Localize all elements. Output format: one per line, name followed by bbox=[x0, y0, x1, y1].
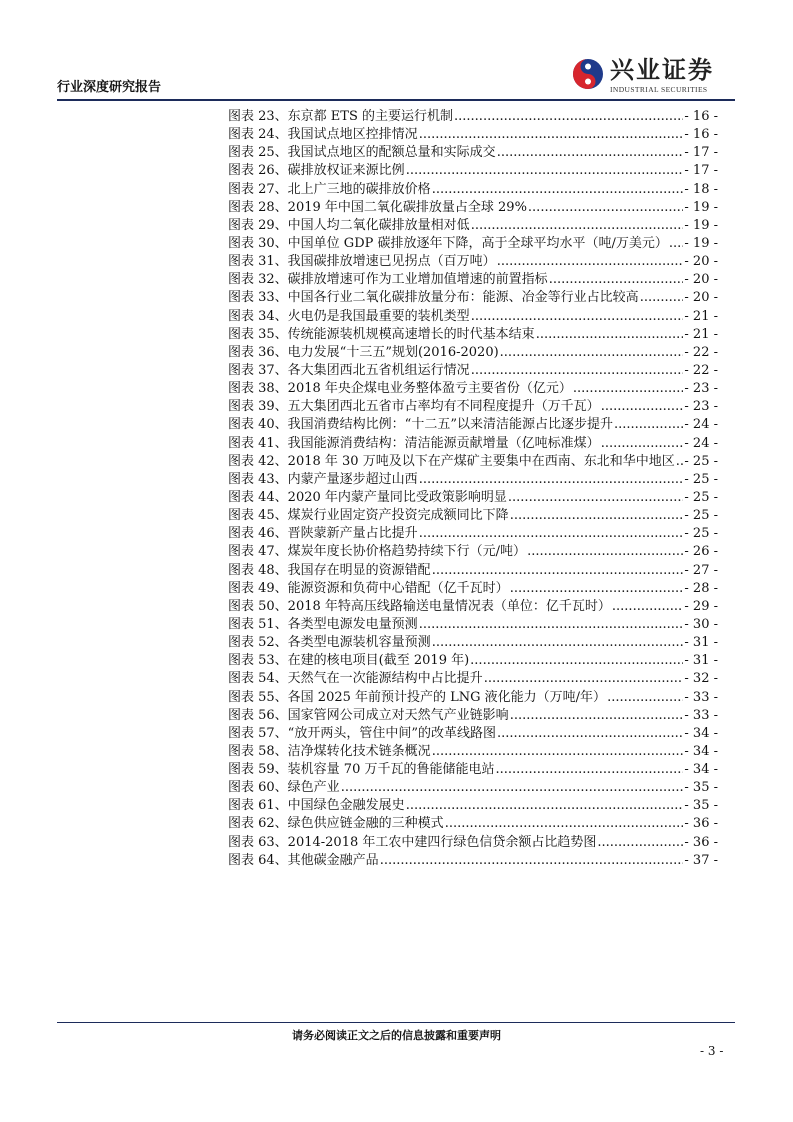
toc-entry[interactable] bbox=[228, 217, 718, 235]
toc-entry-label: 图表 34、火电仍是我国最重要的装机类型 bbox=[228, 308, 470, 324]
dot-leader bbox=[406, 797, 684, 815]
toc-entry[interactable] bbox=[228, 743, 718, 761]
toc-entry[interactable] bbox=[228, 725, 718, 743]
toc-entry-label: 图表 42、2018 年 30 万吨及以下在产煤矿主要集中在西南、东北和华中地区 bbox=[228, 453, 675, 469]
toc-entry[interactable] bbox=[228, 689, 718, 707]
toc-entry-label: 图表 45、煤炭行业固定资产投资完成额同比下降 bbox=[228, 508, 509, 524]
toc-entry[interactable] bbox=[228, 634, 718, 652]
toc-entry[interactable] bbox=[228, 598, 718, 616]
dot-leader bbox=[471, 308, 684, 326]
toc-entry-label: 图表 51、各类型电源发电量预测 bbox=[228, 616, 418, 632]
report-type-title: 行业深度研究报告 bbox=[57, 80, 162, 95]
toc-entry[interactable] bbox=[228, 580, 718, 598]
dot-leader bbox=[380, 852, 684, 870]
dot-leader bbox=[470, 652, 683, 670]
toc-entry-page: - 27 - bbox=[684, 562, 718, 578]
toc-entry-page: - 36 - bbox=[684, 816, 718, 832]
toc-entry-page: - 35 - bbox=[684, 780, 718, 796]
toc-entry-label: 图表 39、五大集团西北五省市占率均有不同程度提升（万千瓦） bbox=[228, 399, 600, 415]
dot-leader bbox=[406, 162, 684, 180]
toc-entry-label: 图表 47、煤炭年度长协价格趋势持续下行（元/吨） bbox=[228, 544, 527, 560]
toc-entry-page: - 36 - bbox=[684, 834, 718, 850]
toc-entry-label: 图表 35、传统能源装机规模高速增长的时代基本结束 bbox=[228, 326, 535, 342]
toc-entry-label: 图表 46、晋陕蒙新产量占比提升 bbox=[228, 526, 418, 542]
dot-leader bbox=[510, 580, 684, 598]
toc-entry[interactable] bbox=[228, 670, 718, 688]
toc-entry-label: 图表 54、天然气在一次能源结构中占比提升 bbox=[228, 671, 483, 687]
dot-leader bbox=[454, 108, 683, 126]
dot-leader bbox=[676, 453, 684, 471]
toc-entry-page: - 23 - bbox=[684, 399, 718, 415]
dot-leader bbox=[419, 471, 684, 489]
toc-entry-page: - 20 - bbox=[684, 290, 718, 306]
toc-entry-page: - 23 - bbox=[684, 381, 718, 397]
toc-entry-label: 图表 59、装机容量 70 万千瓦的鲁能储能电站 bbox=[228, 762, 495, 778]
toc-entry[interactable] bbox=[228, 562, 718, 580]
toc-entry-label: 图表 60、绿色产业 bbox=[228, 780, 340, 796]
toc-entry-page: - 33 - bbox=[684, 689, 718, 705]
toc-entry-page: - 33 - bbox=[684, 707, 718, 723]
toc-entry-page: - 25 - bbox=[684, 526, 718, 542]
toc-entry-label: 图表 27、北上广三地的碳排放价格 bbox=[228, 181, 431, 197]
toc-entry-page: - 19 - bbox=[684, 235, 718, 251]
toc-entry-page: - 35 - bbox=[684, 798, 718, 814]
toc-entry-page: - 25 - bbox=[684, 471, 718, 487]
toc-entry-label: 图表 32、碳排放增速可作为工业增加值增速的前置指标 bbox=[228, 272, 548, 288]
toc-entry-label: 图表 62、绿色供应链金融的三种模式 bbox=[228, 816, 444, 832]
dot-leader bbox=[500, 344, 684, 362]
page-number: - 3 - bbox=[700, 1044, 724, 1058]
toc-entry[interactable] bbox=[228, 181, 718, 199]
toc-entry-page: - 31 - bbox=[684, 653, 718, 669]
toc-entry-page: - 21 - bbox=[684, 308, 718, 324]
toc-entry[interactable] bbox=[228, 489, 718, 507]
footer-disclaimer: 请务必阅读正文之后的信息披露和重要声明 bbox=[292, 1029, 501, 1042]
toc-entry-page: - 25 - bbox=[684, 489, 718, 505]
toc-entry[interactable] bbox=[228, 761, 718, 779]
dot-leader bbox=[484, 670, 684, 688]
dot-leader bbox=[432, 634, 684, 652]
toc-entry-label: 图表 31、我国碳排放增速已见拐点（百万吨） bbox=[228, 254, 496, 270]
dot-leader bbox=[341, 779, 684, 797]
toc-entry[interactable] bbox=[228, 308, 718, 326]
toc-entry-page: - 20 - bbox=[684, 272, 718, 288]
toc-entry[interactable] bbox=[228, 253, 718, 271]
toc-entry[interactable] bbox=[228, 797, 718, 815]
toc-entry-label: 图表 43、内蒙产量逐步超过山西 bbox=[228, 471, 418, 487]
toc-entry-page: - 34 - bbox=[684, 743, 718, 759]
toc-entry-label: 图表 23、东京都 ETS 的主要运行机制 bbox=[228, 109, 454, 124]
toc-entry-label: 图表 29、中国人均二氧化碳排放量相对低 bbox=[228, 217, 470, 233]
toc-entry-label: 图表 44、2020 年内蒙产量同比受政策影响明显 bbox=[228, 489, 507, 505]
dot-leader bbox=[527, 543, 683, 561]
toc-entry-page: - 22 - bbox=[684, 344, 718, 360]
toc-entry-page: - 34 - bbox=[684, 762, 718, 778]
toc-entry[interactable] bbox=[228, 616, 718, 634]
toc-entry[interactable] bbox=[228, 453, 718, 471]
toc-entry-page: - 28 - bbox=[684, 580, 718, 596]
toc-entry-page: - 24 - bbox=[684, 435, 718, 451]
toc-entry-label: 图表 49、能源资源和负荷中心错配（亿千瓦时） bbox=[228, 580, 509, 596]
toc-entry-label: 图表 55、各国 2025 年前预计投产的 LNG 液化能力（万吨/年） bbox=[228, 689, 607, 705]
toc-entry-label: 图表 57、“放开两头，管住中间”的改革线路图 bbox=[228, 725, 496, 741]
dot-leader bbox=[510, 507, 684, 525]
dot-leader bbox=[419, 126, 684, 144]
toc-entry-label: 图表 56、国家管网公司成立对天然气产业链影响 bbox=[228, 707, 509, 723]
dot-leader bbox=[612, 598, 684, 616]
dot-leader bbox=[510, 707, 684, 725]
toc-entry-page: - 32 - bbox=[684, 671, 718, 687]
company-logo bbox=[572, 56, 737, 96]
logo-english-name: INDUSTRIAL SECURITIES bbox=[610, 85, 708, 94]
header-divider bbox=[57, 99, 735, 101]
toc-entry-label: 图表 63、2014-2018 年工农中建四行绿色信贷余额占比趋势图 bbox=[228, 834, 597, 850]
figure-list-toc bbox=[228, 108, 718, 870]
toc-entry-page: - 16 - bbox=[684, 127, 718, 143]
toc-entry[interactable] bbox=[228, 471, 718, 489]
toc-entry[interactable] bbox=[228, 543, 718, 561]
dot-leader bbox=[432, 562, 684, 580]
toc-entry[interactable] bbox=[228, 235, 718, 253]
toc-entry-page: - 21 - bbox=[684, 326, 718, 342]
toc-entry-label: 图表 52、各类型电源装机容量预测 bbox=[228, 635, 431, 651]
dot-leader bbox=[528, 199, 683, 217]
toc-entry-page: - 24 - bbox=[684, 417, 718, 433]
toc-entry-page: - 18 - bbox=[684, 181, 718, 197]
dot-leader bbox=[607, 689, 683, 707]
dot-leader bbox=[432, 181, 684, 199]
logo-chinese-name: 兴业证券 bbox=[610, 56, 714, 84]
toc-entry[interactable] bbox=[228, 144, 718, 162]
dot-leader bbox=[601, 398, 684, 416]
toc-entry-label: 图表 41、我国能源消费结构：清洁能源贡献增量（亿吨标准煤） bbox=[228, 435, 600, 451]
toc-entry-page: - 16 - bbox=[684, 109, 718, 124]
toc-entry-page: - 20 - bbox=[684, 254, 718, 270]
toc-entry-label: 图表 37、各大集团西北五省机组运行情况 bbox=[228, 362, 470, 378]
toc-entry-label: 图表 28、2019 年中国二氧化碳排放量占全球 29% bbox=[228, 199, 527, 215]
toc-entry-label: 图表 50、2018 年特高压线路输送电量情况表（单位：亿千瓦时） bbox=[228, 598, 611, 614]
dot-leader bbox=[614, 416, 683, 434]
toc-entry-label: 图表 33、中国各行业二氧化碳排放量分布：能源、冶金等行业占比较高 bbox=[228, 290, 639, 306]
toc-entry[interactable] bbox=[228, 707, 718, 725]
toc-entry[interactable] bbox=[228, 126, 718, 144]
dot-leader bbox=[597, 834, 683, 852]
toc-entry-label: 图表 58、洁净煤转化技术链条概况 bbox=[228, 743, 431, 759]
toc-entry[interactable] bbox=[228, 815, 718, 833]
toc-entry-label: 图表 25、我国试点地区的配额总量和实际成交 bbox=[228, 145, 496, 161]
toc-entry[interactable] bbox=[228, 779, 718, 797]
toc-entry[interactable] bbox=[228, 108, 718, 126]
dot-leader bbox=[640, 289, 684, 307]
dot-leader bbox=[508, 489, 684, 507]
toc-entry[interactable] bbox=[228, 271, 718, 289]
dot-leader bbox=[549, 271, 684, 289]
dot-leader bbox=[601, 435, 684, 453]
dot-leader bbox=[419, 616, 684, 634]
toc-entry[interactable] bbox=[228, 162, 718, 180]
toc-entry-page: - 37 - bbox=[684, 852, 718, 868]
toc-entry-page: - 29 - bbox=[684, 598, 718, 614]
dot-leader bbox=[573, 380, 684, 398]
toc-entry-label: 图表 24、我国试点地区控排情况 bbox=[228, 127, 418, 143]
toc-entry-page: - 19 - bbox=[684, 217, 718, 233]
toc-entry-label: 图表 30、中国单位 GDP 碳排放逐年下降，高于全球平均水平（吨/万美元） bbox=[228, 235, 668, 251]
toc-entry[interactable] bbox=[228, 652, 718, 670]
toc-entry-label: 图表 53、在建的核电项目(截至 2019 年) bbox=[228, 653, 470, 669]
dot-leader bbox=[419, 525, 684, 543]
dot-leader bbox=[497, 725, 683, 743]
toc-entry-page: - 31 - bbox=[684, 635, 718, 651]
toc-entry-page: - 26 - bbox=[684, 544, 718, 560]
dot-leader bbox=[497, 253, 684, 271]
toc-entry-page: - 25 - bbox=[684, 453, 718, 469]
toc-entry[interactable] bbox=[228, 416, 718, 434]
toc-entry-label: 图表 36、电力发展“十三五”规划(2016-2020) bbox=[228, 344, 499, 360]
toc-entry[interactable] bbox=[228, 834, 718, 852]
toc-entry-label: 图表 61、中国绿色金融发展史 bbox=[228, 798, 405, 814]
toc-entry[interactable] bbox=[228, 326, 718, 344]
toc-entry-label: 图表 38、2018 年央企煤电业务整体盈亏主要省份（亿元） bbox=[228, 381, 572, 397]
dot-leader bbox=[471, 362, 684, 380]
dot-leader bbox=[536, 326, 684, 344]
toc-entry[interactable] bbox=[228, 344, 718, 362]
toc-entry-label: 图表 26、碳排放权证来源比例 bbox=[228, 163, 405, 179]
toc-entry[interactable] bbox=[228, 362, 718, 380]
dot-leader bbox=[432, 743, 684, 761]
toc-entry[interactable] bbox=[228, 525, 718, 543]
toc-entry-label: 图表 48、我国存在明显的资源错配 bbox=[228, 562, 431, 578]
dot-leader bbox=[445, 815, 684, 833]
toc-entry[interactable] bbox=[228, 435, 718, 453]
dot-leader bbox=[495, 761, 683, 779]
dot-leader bbox=[497, 144, 684, 162]
toc-entry-label: 图表 40、我国消费结构比例：“十二五”以来清洁能源占比逐步提升 bbox=[228, 417, 613, 433]
footer-divider bbox=[57, 1022, 735, 1023]
logo-swirl-icon bbox=[572, 58, 604, 90]
toc-entry-page: - 17 - bbox=[684, 145, 718, 161]
toc-entry[interactable] bbox=[228, 398, 718, 416]
dot-leader bbox=[669, 235, 684, 253]
toc-entry-page: - 19 - bbox=[684, 199, 718, 215]
toc-entry[interactable] bbox=[228, 507, 718, 525]
toc-entry-page: - 34 - bbox=[684, 725, 718, 741]
dot-leader bbox=[471, 217, 684, 235]
toc-entry[interactable] bbox=[228, 199, 718, 217]
toc-entry[interactable] bbox=[228, 289, 718, 307]
toc-entry-label: 图表 64、其他碳金融产品 bbox=[228, 852, 379, 868]
toc-entry[interactable] bbox=[228, 380, 718, 398]
toc-entry-page: - 22 - bbox=[684, 362, 718, 378]
toc-entry-page: - 25 - bbox=[684, 508, 718, 524]
toc-entry-page: - 30 - bbox=[684, 616, 718, 632]
toc-entry[interactable] bbox=[228, 852, 718, 870]
toc-entry-page: - 17 - bbox=[684, 163, 718, 179]
